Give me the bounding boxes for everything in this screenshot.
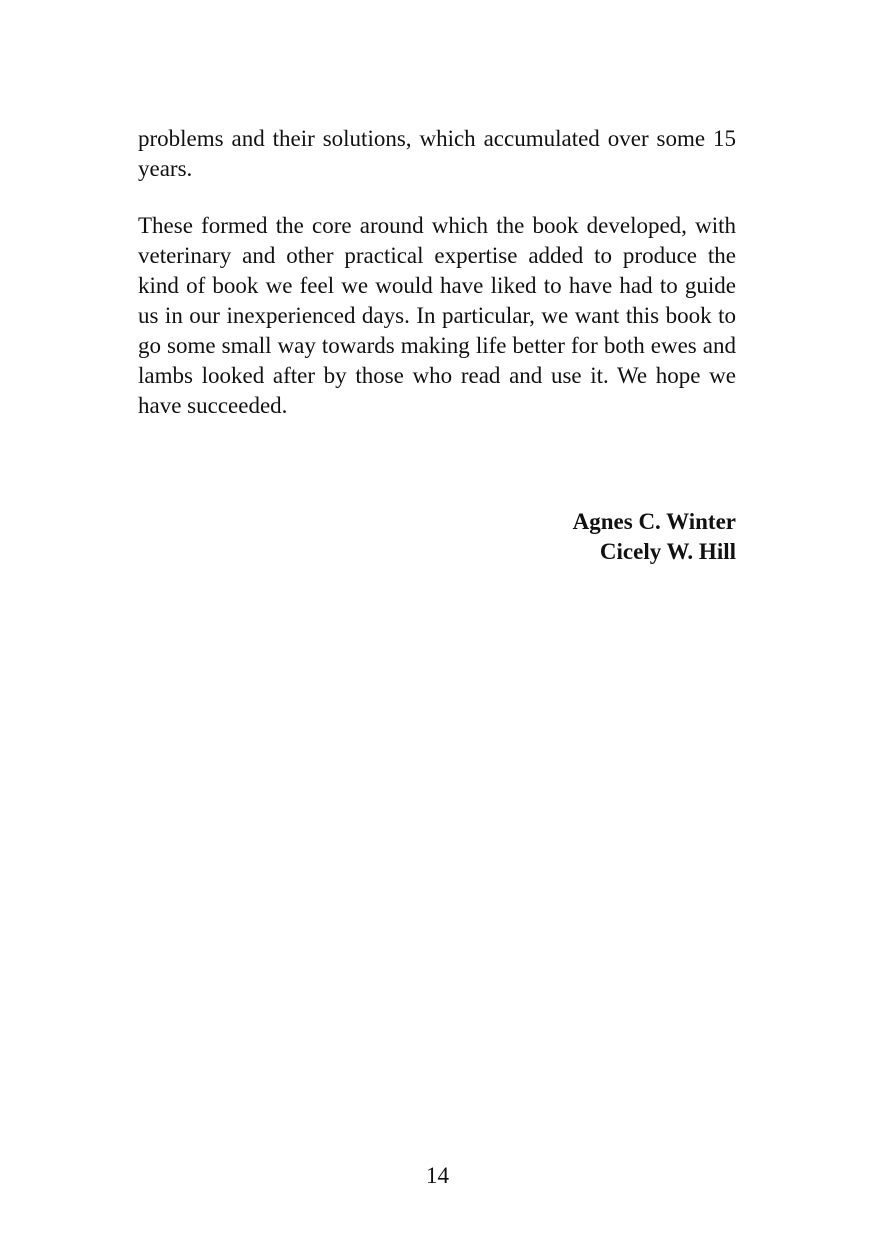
author-signatures: [138, 507, 736, 567]
body-text: [138, 124, 736, 421]
paragraph: These formed the core around which the book developed, with veterinary and other practical expertise added to produce the kind of book we feel we would have liked to have had to guide us in our inexperienced days. In particular, we want this book to go some small way towards making life better for both ewes and lambs looked after by those who read and use it. We hope we have succeeded.: [138, 213, 736, 418]
author-name: Agnes C. Winter: [572, 509, 736, 534]
paragraph: problems and their solutions, which accumulated over some 15 years.: [138, 126, 736, 181]
author-name: Cicely W. Hill: [599, 539, 736, 564]
page-number: 14: [426, 1163, 449, 1188]
